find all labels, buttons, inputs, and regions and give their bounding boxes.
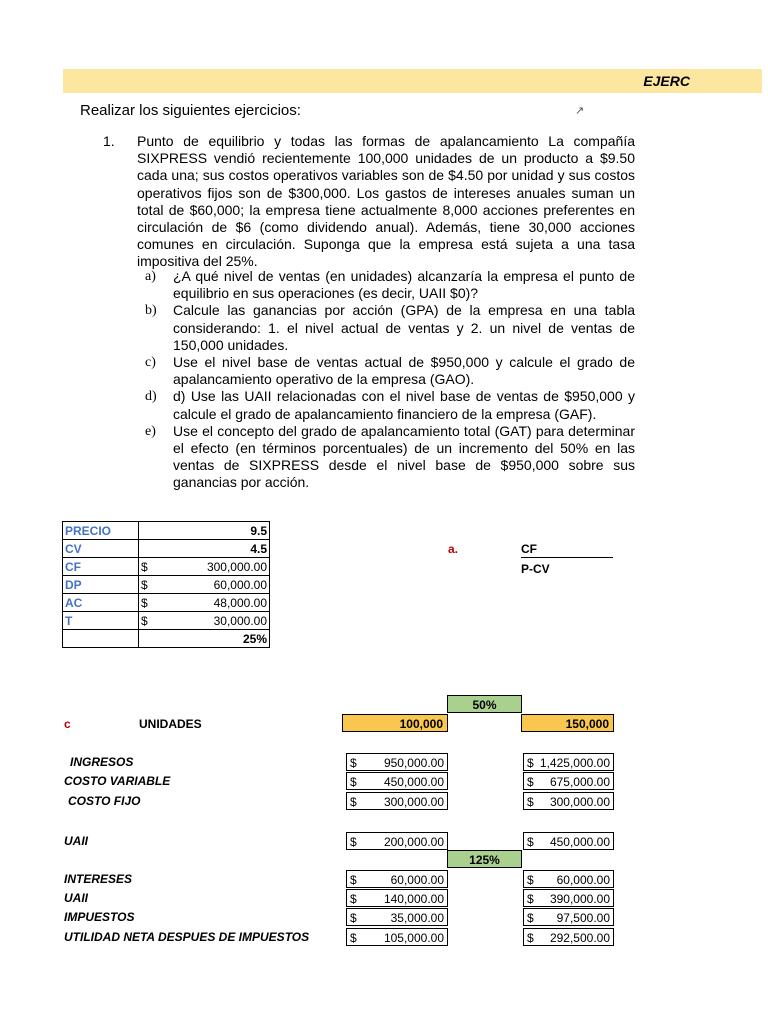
ingresos-base[interactable]: $ 950,000.00	[346, 753, 448, 771]
costo-fijo-base[interactable]: $ 300,000.00	[346, 792, 448, 810]
problem-statement	[103, 133, 635, 271]
parameters-table	[62, 521, 270, 648]
row-label-utilidad: UTILIDAD NETA DESPUES DE IMPUESTOS	[64, 930, 310, 944]
problem-number: 1.	[103, 133, 115, 149]
item-d: d) d) Use las UAII relacionadas con el nivel base de ventas de $950,000 y calcule el grado de apalancamiento financiero de la empresa (GAF).	[145, 388, 635, 422]
row-label-costo-variable: COSTO VARIABLE	[64, 774, 171, 788]
intro-text: Realizar los siguientes ejercicios:	[80, 102, 301, 119]
table-row: T $ 30,000.00	[63, 612, 270, 630]
table-row: PRECIO 9.5	[63, 522, 270, 540]
formula-a-label: a.	[448, 542, 459, 556]
problem-document	[63, 93, 663, 493]
ingresos-new[interactable]: $ 1,425,000.00	[523, 753, 614, 771]
section-c-label: c	[64, 717, 71, 731]
intereses-base[interactable]: $ 60,000.00	[346, 870, 448, 888]
header-banner	[63, 69, 762, 93]
costo-fijo-new[interactable]: $ 300,000.00	[523, 792, 614, 810]
table-row: CF $ 300,000.00	[63, 558, 270, 576]
utilidad-new[interactable]: $ 292,500.00	[523, 928, 614, 946]
item-e: e) Use el concepto del grado de apalancamiento total (GAT) para determinar el efecto (en términos porcentuales) de un incremento del 50% en las ventas de SIXPRESS desde el nivel base de $950,000 sobre sus ganancias por acción.	[145, 422, 635, 491]
formula-denominator: P-CV	[521, 562, 550, 576]
table-row: 25%	[63, 630, 270, 648]
item-b: b) Calcule las ganancias por acción (GPA) de la empresa en una tabla considerando: 1. el nivel actual de ventas y 2. un nivel de ventas de 150,000 unidades.	[145, 302, 635, 353]
table-row: AC $ 48,000.00	[63, 594, 270, 612]
row-label-intereses: INTERESES	[64, 872, 133, 886]
banner-title: EJERC	[643, 73, 690, 89]
costo-variable-base[interactable]: $ 450,000.00	[346, 772, 448, 790]
units-new-cell[interactable]: 150,000	[521, 714, 614, 732]
units-label: UNIDADES	[139, 717, 202, 731]
pct-sales-cell[interactable]: 50%	[447, 695, 522, 713]
row-label-costo-fijo: COSTO FIJO	[68, 794, 141, 808]
costo-variable-new[interactable]: $ 675,000.00	[523, 772, 614, 790]
intereses-new[interactable]: $ 60,000.00	[523, 870, 614, 888]
uaii2-new[interactable]: $ 390,000.00	[523, 889, 614, 907]
table-row: DP $ 60,000.00	[63, 576, 270, 594]
uaii-new[interactable]: $ 450,000.00	[523, 832, 614, 850]
item-c: c) Use el nivel base de ventas actual de $950,000 y calcule el grado de apalancamiento operativo de la empresa (GAO).	[145, 354, 635, 388]
formula-numerator: CF	[521, 542, 613, 558]
units-base-cell[interactable]: 100,000	[342, 714, 448, 732]
table-row: CV 4.5	[63, 540, 270, 558]
problem-items	[145, 268, 635, 492]
problem-text: Punto de equilibrio y todas las formas de apalancamiento La compañía SIXPRESS vendió recientemente 100,000 unidades de un producto a $9.50 cada una; sus costos operativos variables son de $4.50 por unidad y sus costos operativos fijos son de $300,000. Los gastos de intereses anuales suman un total de $60,000; la empresa tiene actualmente 8,000 acciones preferentes en circulación de $6 (como dividendo anual). Además, tiene 30,000 acciones comunes en circulación. Suponga que la empresa está sujeta a una tasa impositiva del 25%.	[137, 133, 635, 270]
pct-uaii-cell[interactable]: 125%	[447, 850, 522, 868]
row-label-uaii: UAII	[64, 834, 88, 848]
impuestos-new[interactable]: $ 97,500.00	[523, 908, 614, 926]
item-a: a) ¿A qué nivel de ventas (en unidades) alcanzaría la empresa el punto de equilibrio en sus operaciones (es decir, UAII $0)?	[145, 268, 635, 302]
utilidad-base[interactable]: $ 105,000.00	[346, 928, 448, 946]
uaii-base[interactable]: $ 200,000.00	[346, 832, 448, 850]
row-label-uaii-2: UAII	[64, 891, 88, 905]
row-label-impuestos: IMPUESTOS	[64, 910, 135, 924]
uaii2-base[interactable]: $ 140,000.00	[346, 889, 448, 907]
impuestos-base[interactable]: $ 35,000.00	[346, 908, 448, 926]
row-label-ingresos: INGRESOS	[70, 755, 134, 769]
cursor-icon: ↗	[575, 105, 585, 117]
